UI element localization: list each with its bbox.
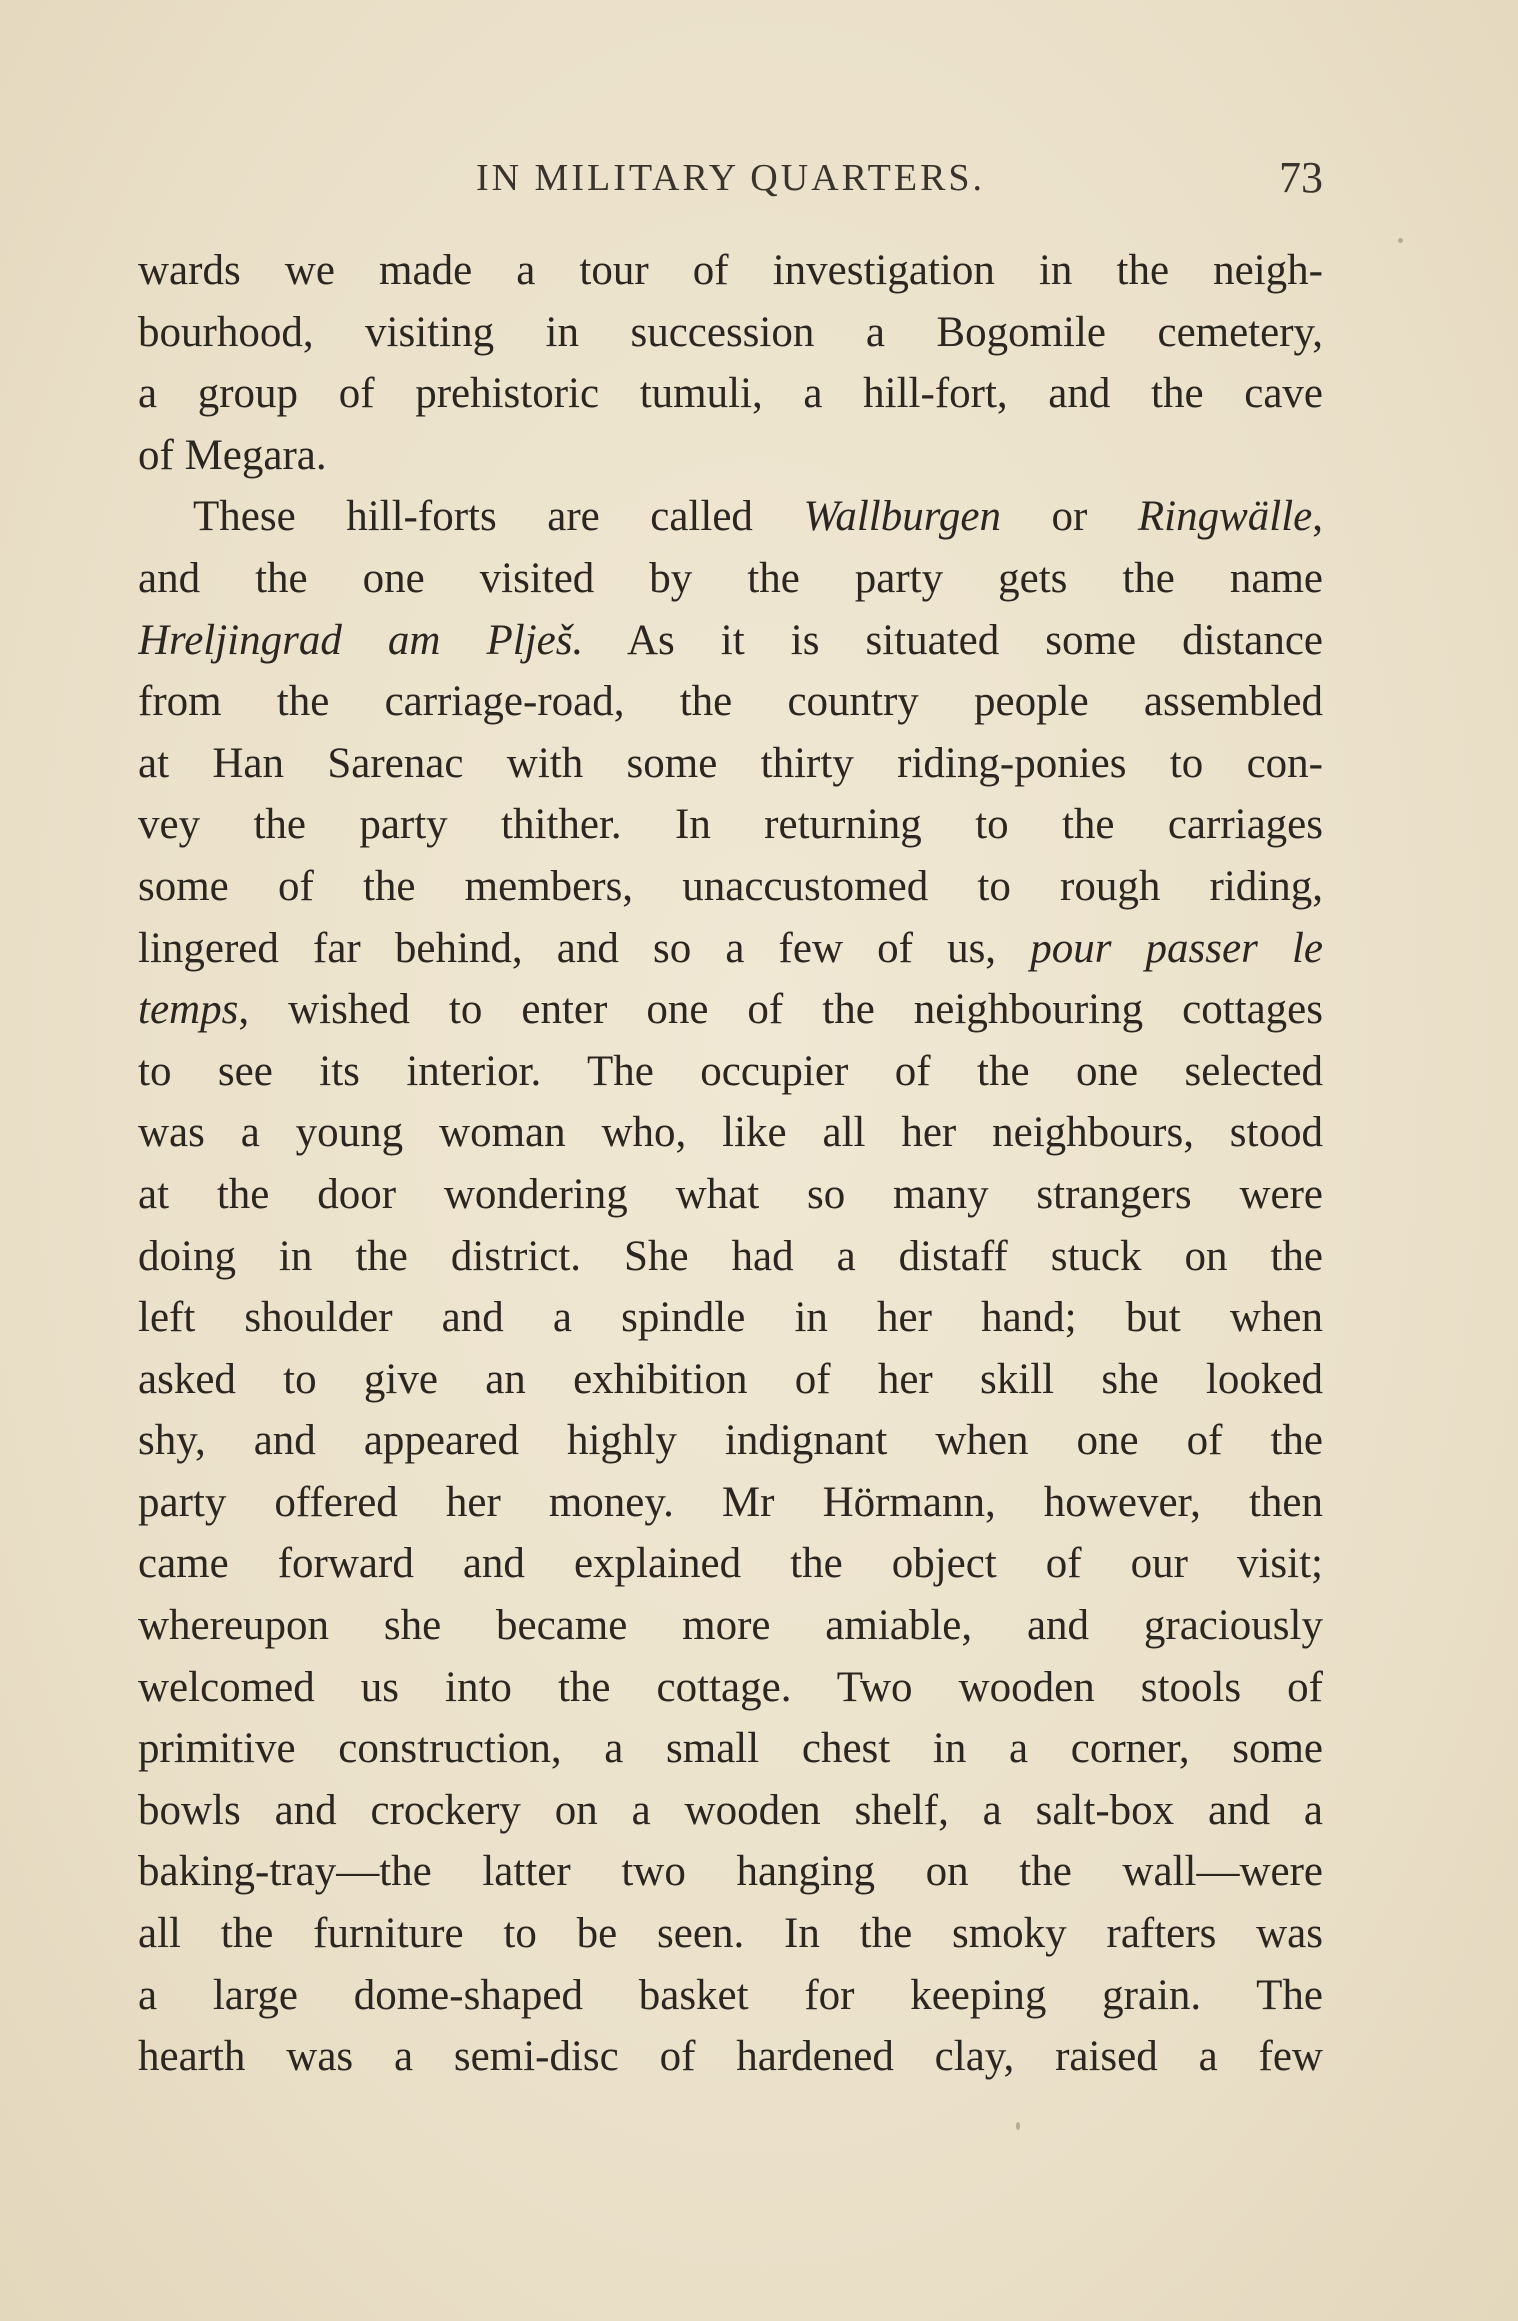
paper-speck <box>1016 2122 1020 2130</box>
paper-speck <box>1398 238 1403 243</box>
text-segment: shy, and appeared highly indignant when one of the <box>138 1417 1323 1465</box>
text-line <box>138 1718 1323 1780</box>
text-segment: , <box>1312 493 1323 541</box>
text-segment: came forward and explained the object of our visit; <box>138 1540 1323 1588</box>
text-line <box>138 1041 1323 1103</box>
text-segment: vey the party thither. In returning to the carriages <box>138 801 1323 849</box>
italic-text: Wallburgen <box>803 493 1001 541</box>
text-line <box>138 1903 1323 1965</box>
text-line <box>138 1841 1323 1903</box>
text-line <box>138 1287 1323 1349</box>
text-line <box>138 240 1323 302</box>
text-segment: at Han Sarenac with some thirty riding-ponies to con- <box>138 739 1323 787</box>
text-segment: of Megara. <box>138 431 327 479</box>
text-segment: and the one visited by the party gets the name <box>138 554 1323 602</box>
text-segment: bowls and crockery on a wooden shelf, a salt-box and a <box>138 1786 1323 1834</box>
text-segment: party offered her money. Mr Hörmann, however, then <box>138 1478 1323 1526</box>
text-segment: or <box>1000 493 1138 541</box>
text-line <box>138 671 1323 733</box>
text-segment: These hill-forts are called <box>193 493 804 541</box>
page-number: 73 <box>1279 153 1323 202</box>
text-line <box>138 2026 1323 2088</box>
body-text <box>138 240 1323 2088</box>
text-line <box>138 548 1323 610</box>
text-line <box>138 918 1323 980</box>
text-segment: a group of prehistoric tumuli, a hill-fort, and the cave <box>138 370 1323 418</box>
text-line <box>138 610 1323 672</box>
text-segment: welcomed us into the cottage. Two wooden stools of <box>138 1663 1323 1711</box>
text-line <box>138 486 1323 548</box>
text-segment: wards we made a tour of investigation in the neigh- <box>138 247 1323 294</box>
running-head <box>138 148 1323 208</box>
italic-text: Hreljingrad am Plješ. <box>138 616 584 664</box>
text-line <box>138 1472 1323 1534</box>
text-line <box>138 1410 1323 1472</box>
italic-text: temps <box>138 986 239 1034</box>
text-line <box>138 302 1323 364</box>
text-segment: doing in the district. She had a distaff stuck on the <box>138 1232 1323 1280</box>
text-line <box>138 733 1323 795</box>
text-segment: primitive construction, a small chest in a corner, some <box>138 1725 1323 1773</box>
text-line <box>138 1595 1323 1657</box>
text-segment: bourhood, visiting in succession a Bogomile cemetery, <box>138 308 1323 356</box>
text-segment: some of the members, unaccustomed to rough riding, <box>138 862 1323 910</box>
text-segment: hearth was a semi-disc of hardened clay, raised a few <box>138 2033 1323 2081</box>
text-line <box>138 856 1323 918</box>
text-segment: lingered far behind, and so a few of us, <box>138 924 1031 972</box>
text-segment: , wished to enter one of the neighbouring cottages <box>238 986 1323 1034</box>
text-line <box>138 1164 1323 1226</box>
text-segment: a large dome-shaped basket for keeping grain. The <box>138 1971 1323 2019</box>
text-segment: baking-tray—the latter two hanging on the wall—were <box>138 1848 1323 1896</box>
italic-text: pour passer le <box>1030 924 1323 972</box>
text-line <box>138 1657 1323 1719</box>
text-line <box>138 794 1323 856</box>
text-line <box>138 363 1323 425</box>
text-segment: to see its interior. The occupier of the one selected <box>138 1047 1323 1095</box>
text-line <box>138 1965 1323 2027</box>
text-segment: left shoulder and a spindle in her hand; but when <box>138 1294 1323 1342</box>
text-line <box>138 979 1323 1041</box>
text-segment: from the carriage-road, the country people assembled <box>138 678 1323 726</box>
text-segment: whereupon she became more amiable, and graciously <box>138 1602 1323 1650</box>
running-title: IN MILITARY QUARTERS. <box>475 157 986 199</box>
text-segment: asked to give an exhibition of her skill she looked <box>138 1355 1323 1403</box>
text-line <box>138 1780 1323 1842</box>
text-line <box>138 425 1323 487</box>
italic-text: Ringwälle <box>1137 493 1313 541</box>
text-line <box>138 1349 1323 1411</box>
text-segment: As it is situated some distance <box>583 616 1323 664</box>
text-segment: all the furniture to be seen. In the smoky rafters was <box>138 1910 1323 1958</box>
text-segment: was a young woman who, like all her neighbours, stood <box>138 1109 1323 1157</box>
text-line <box>138 1102 1323 1164</box>
text-segment: at the door wondering what so many strangers were <box>138 1170 1323 1218</box>
text-line <box>138 1226 1323 1288</box>
text-line <box>138 1533 1323 1595</box>
